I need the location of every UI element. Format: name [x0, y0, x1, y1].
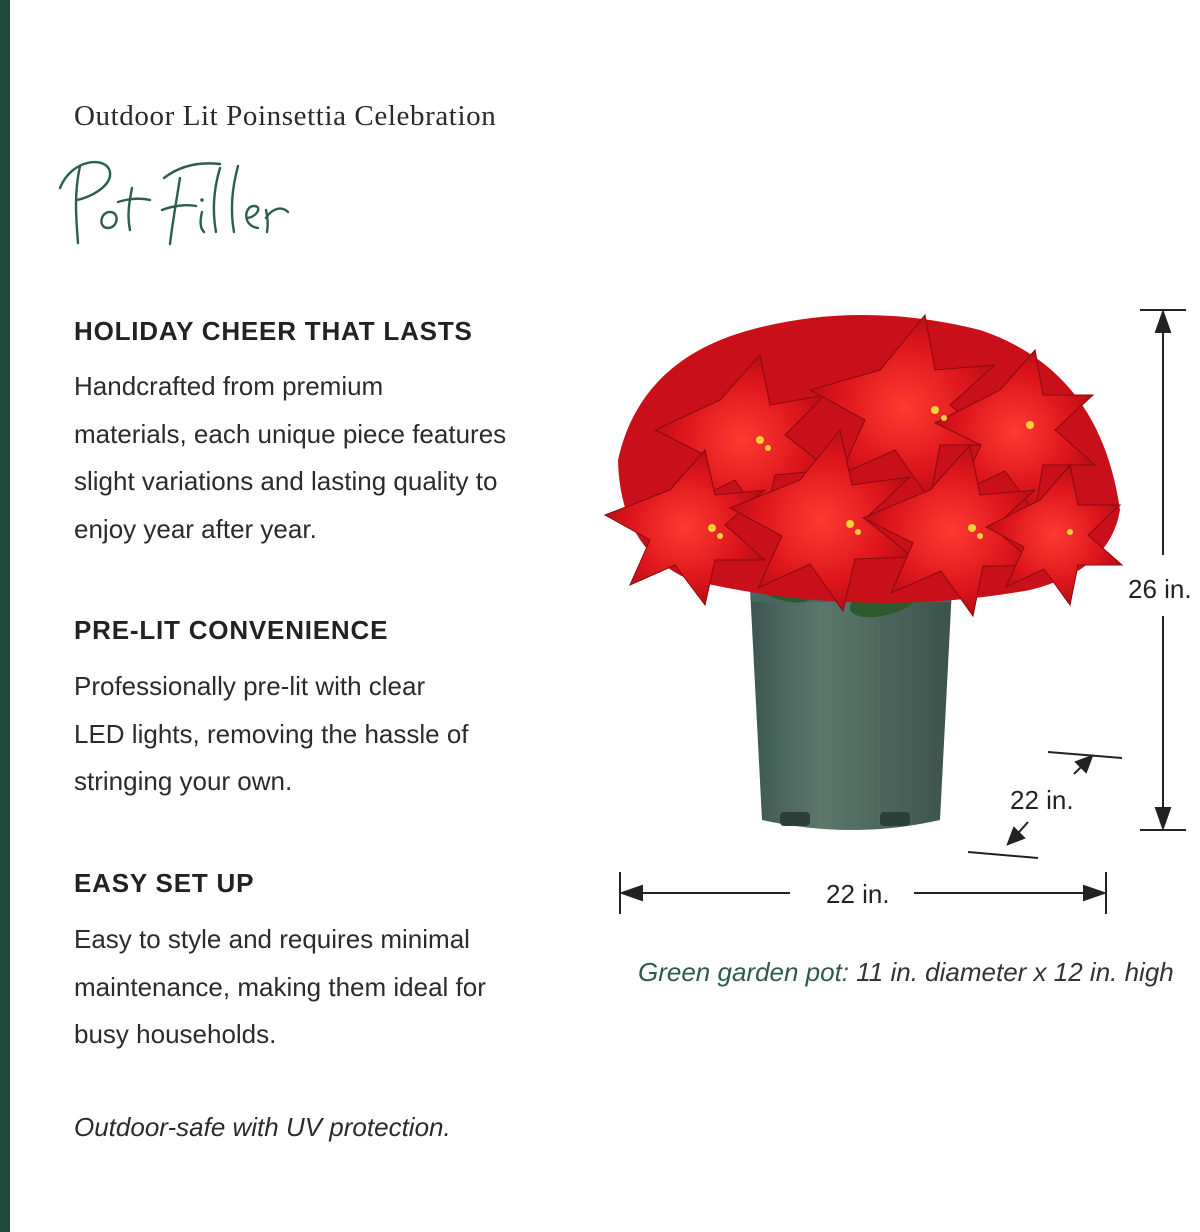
body-line: materials, each unique piece features	[74, 418, 507, 449]
height-dimension-line	[1140, 310, 1186, 830]
outdoor-note: Outdoor-safe with UV protection.	[74, 1112, 451, 1142]
pot-caption-detail: 11 in. diameter x 12 in. high	[849, 957, 1174, 987]
left-accent-bar	[0, 0, 10, 1232]
script-title-logo	[52, 148, 302, 248]
product-name: Outdoor Lit Poinsettia Celebration	[74, 100, 497, 132]
width-label: 22 in.	[826, 879, 890, 909]
body-line: LED lights, removing the hassle of	[74, 718, 469, 749]
height-label: 26 in.	[1128, 574, 1192, 604]
poinsettia-bouquet	[605, 315, 1122, 616]
pot-caption-lead: Green garden pot:	[638, 957, 850, 987]
body-line: maintenance, making them ideal for	[74, 971, 486, 1002]
body-line: stringing your own.	[74, 766, 293, 796]
section-heading-easy-setup: EASY SET UP	[74, 868, 255, 898]
body-line: slight variations and lasting quality to	[74, 466, 498, 496]
body-line: Professionally pre-lit with clear	[74, 671, 426, 701]
product-figure	[600, 300, 1200, 920]
section-heading-pre-lit: PRE-LIT CONVENIENCE	[74, 615, 389, 645]
section-heading-holiday-cheer: HOLIDAY CHEER THAT LASTS	[74, 316, 473, 346]
pot-caption	[638, 957, 1174, 988]
garden-pot	[750, 588, 952, 830]
section-body-pre-lit	[74, 663, 554, 806]
body-line: enjoy year after year.	[74, 513, 317, 544]
body-line: Easy to style and requires minimal	[74, 924, 470, 954]
body-line: Handcrafted from premium	[74, 371, 384, 401]
section-body-holiday-cheer	[74, 363, 554, 553]
depth-label: 22 in.	[1010, 785, 1074, 815]
section-body-easy-setup	[74, 916, 554, 1059]
body-line: busy households.	[74, 1019, 277, 1049]
